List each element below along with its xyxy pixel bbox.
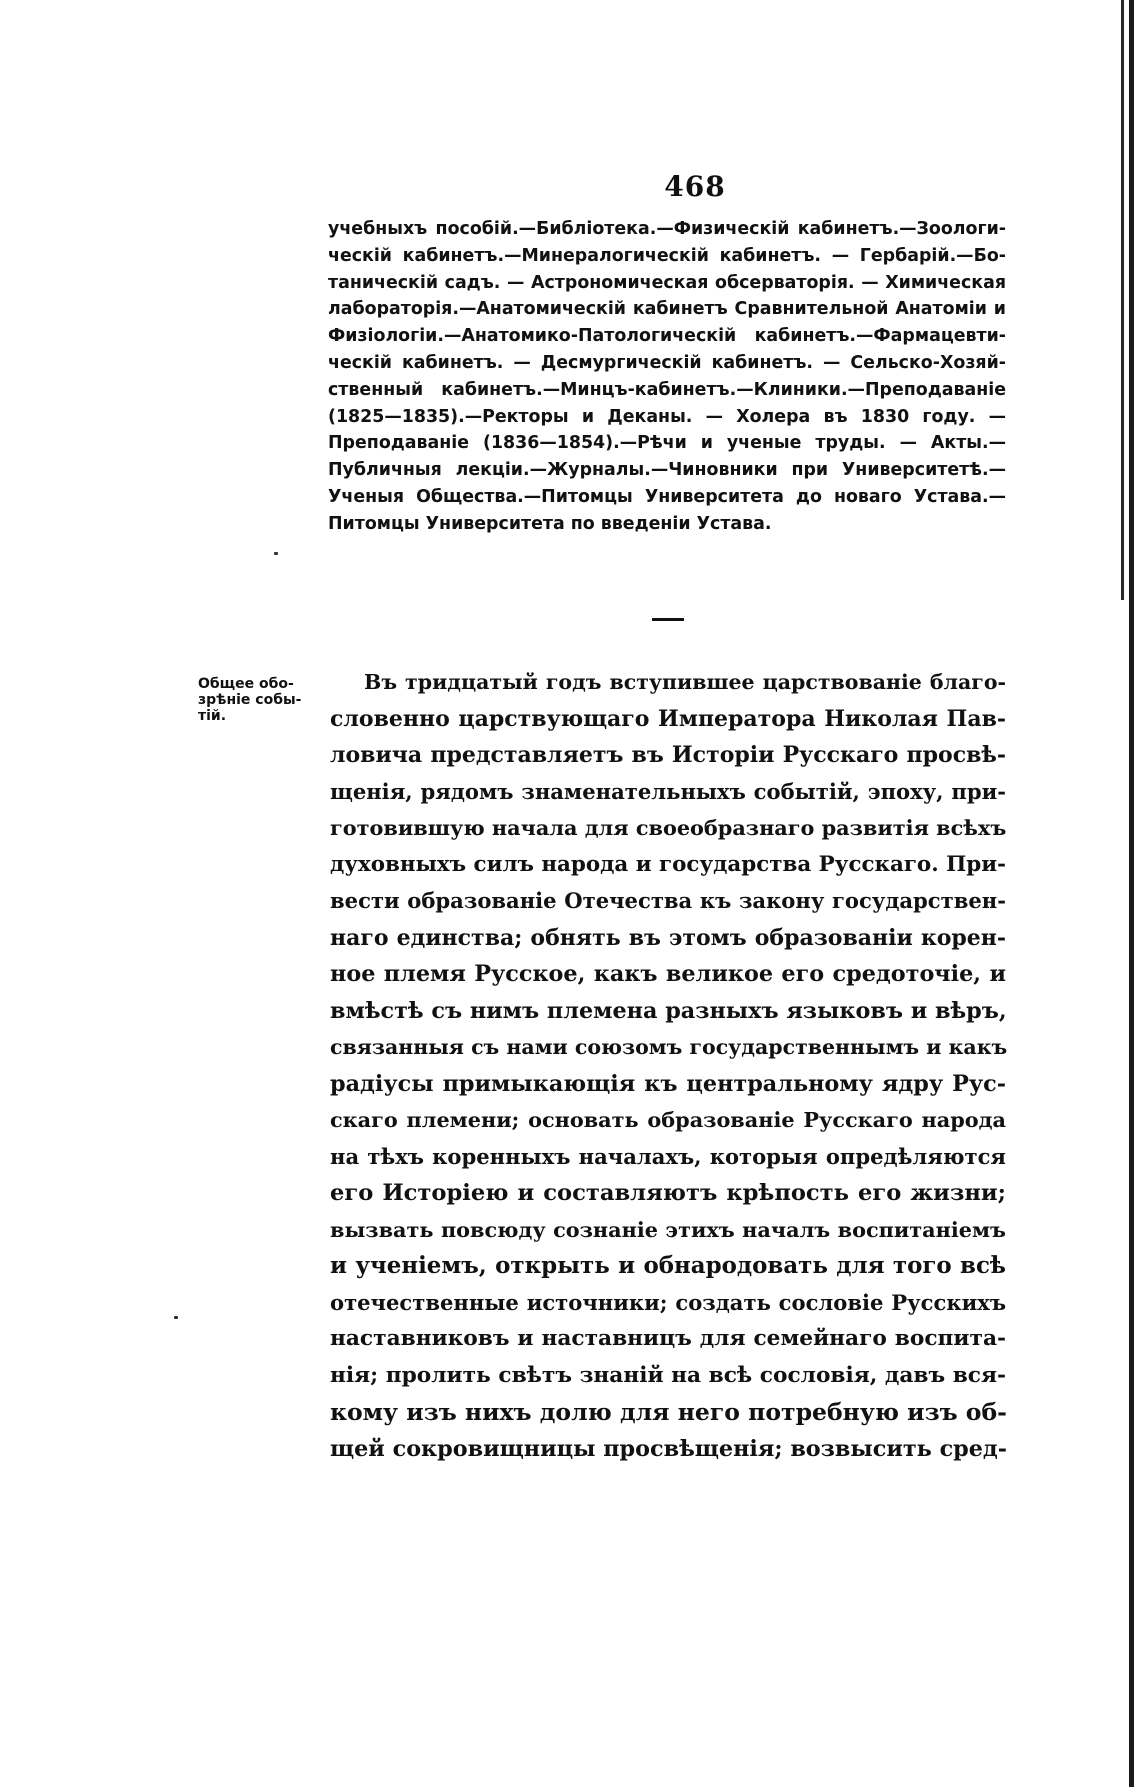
marginal-note-line: зрѣніе собы-: [198, 692, 302, 708]
body-line: кому изъ нихъ долю для него потребную изъ об-: [330, 1398, 1007, 1426]
contents-line: Публичныя лекціи.—Журналы.—Чиновники при Университетѣ.—: [328, 460, 1006, 481]
contents-line: ческій кабинетъ. — Десмургическій кабинетъ. — Сельско-Хозяй-: [328, 352, 1006, 373]
body-line: связанныя съ нами союзомъ государственнымъ и какъ: [330, 1035, 1008, 1059]
section-divider-rule: [652, 618, 684, 621]
body-line: готовившую начала для своеобразнаго развитія всѣхъ: [330, 815, 1007, 840]
body-line: нія; пролить свѣтъ знаній на всѣ сословія, давъ вся-: [330, 1362, 1006, 1388]
contents-line: Ученыя Общества.—Питомцы Университета до новаго Устава.—: [328, 486, 1006, 507]
contents-line: (1825—1835).—Ректоры и Деканы. — Холера въ 1830 году. —: [328, 406, 1006, 427]
body-line: его Исторіею и составляютъ крѣпость его жизни;: [330, 1180, 1006, 1206]
page-edge-shadow: [1129, 0, 1134, 1787]
body-line: щей сокровищницы просвѣщенія; возвысить сред-: [330, 1435, 1008, 1462]
body-line: ное племя Русское, какъ великое его средоточіе, и: [330, 961, 1006, 987]
contents-line: таническій садъ. — Астрономическая обсерваторія. — Химическая: [328, 272, 1006, 293]
contents-line: ческій кабинетъ.—Минералогическій кабинетъ. — Гербарій.—Бо-: [328, 245, 1006, 266]
body-line: на тѣхъ коренныхъ началахъ, которыя опредѣляются: [330, 1143, 1006, 1169]
chapter-contents-summary: [328, 216, 1006, 538]
contents-line: лабораторія.—Анатомическій кабинетъ Сравнительной Анатоміи и: [328, 299, 1006, 320]
body-line: вмѣстѣ съ нимъ племена разныхъ языковъ и вѣръ,: [330, 997, 1007, 1024]
body-line: щенія, рядомъ знаменательныхъ событій, эпоху, при-: [330, 778, 1006, 804]
body-line: скаго племени; основать образованіе Русскаго народа: [330, 1107, 1006, 1132]
body-line: вызвать повсюду сознаніе этихъ началъ воспитаніемъ: [330, 1216, 1006, 1242]
body-line: и ученіемъ, открыть и обнародовать для того всѣ: [330, 1252, 1006, 1279]
marginal-note: [198, 676, 333, 724]
main-body-text: [330, 664, 1006, 1467]
body-line: отечественные источники; создать сословіе Русскихъ: [330, 1289, 1006, 1315]
marginal-note-line: тій.: [198, 708, 227, 724]
contents-line: Питомцы Университета по введеніи Устава.: [328, 513, 772, 534]
contents-line: учебныхъ пособій.—Библіотека.—Физическій кабинетъ.—Зоологи-: [328, 219, 1006, 239]
body-line: ловича представляетъ въ Исторіи Русскаго просвѣ-: [330, 742, 1006, 768]
contents-line: ственный кабинетъ.—Минцъ-кабинетъ.—Клиники.—Преподаваніе: [328, 379, 1006, 400]
body-line: словенно царствующаго Императора Николая Пав-: [330, 705, 1006, 732]
body-line: Въ тридцатый годъ вступившее царствованіе благо-: [364, 670, 1006, 694]
page-number: 468: [664, 170, 726, 203]
contents-line: Преподаваніе (1836—1854).—Рѣчи и ученые труды. — Акты.—: [328, 433, 1006, 454]
print-speck: [174, 1316, 178, 1319]
body-line: вести образованіе Отечества къ закону государствен-: [330, 888, 1006, 913]
body-line: наго единства; обнять въ этомъ образованіи корен-: [330, 924, 1006, 951]
body-line: радіусы примыкающія къ центральному ядру Рус-: [330, 1070, 1006, 1097]
body-line: духовныхъ силъ народа и государства Русскаго. При-: [330, 851, 1006, 877]
body-line: наставниковъ и наставницъ для семейнаго воспита-: [330, 1326, 1006, 1351]
contents-line: Физіологіи.—Анатомико-Патологическій кабинетъ.—Фармацевти-: [328, 326, 1006, 347]
print-speck: [274, 552, 278, 555]
marginal-note-line: Общее обо-: [198, 676, 294, 692]
